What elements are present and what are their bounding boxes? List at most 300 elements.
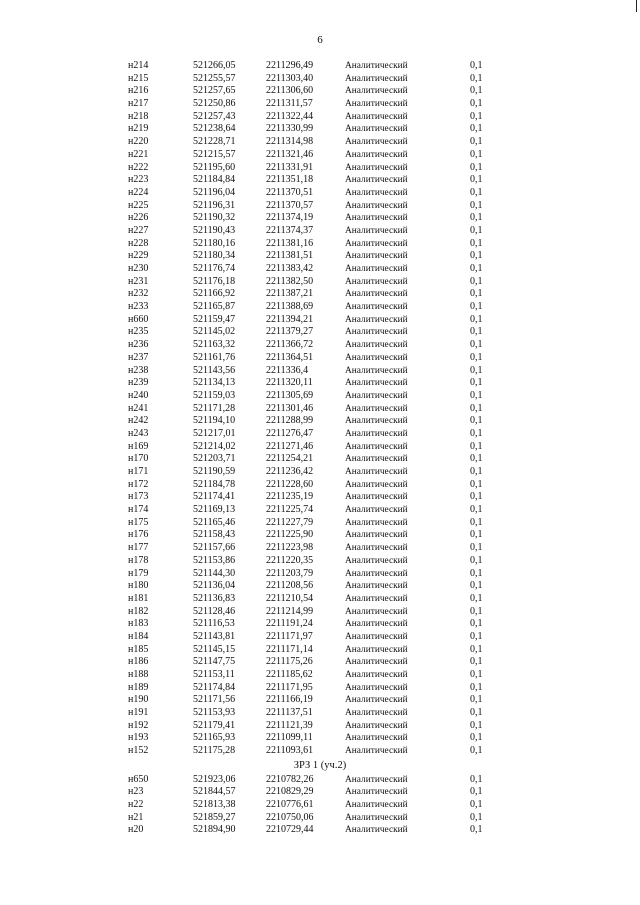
y-coordinate: 2211214,99 bbox=[266, 605, 314, 617]
point-id: н172 bbox=[128, 478, 149, 490]
accuracy: 0,1 bbox=[470, 656, 483, 668]
table-row bbox=[0, 200, 640, 213]
table-row bbox=[0, 326, 640, 339]
accuracy: 0,1 bbox=[470, 237, 483, 249]
y-coordinate: 2211314,98 bbox=[266, 136, 314, 148]
point-id: н23 bbox=[128, 786, 144, 798]
point-id: н660 bbox=[128, 313, 149, 325]
x-coordinate: 521203,71 bbox=[193, 453, 236, 465]
x-coordinate: 521196,04 bbox=[193, 186, 236, 198]
point-id: н186 bbox=[128, 656, 149, 668]
y-coordinate: 2211220,35 bbox=[266, 554, 314, 566]
accuracy: 0,1 bbox=[470, 669, 483, 680]
point-id: н176 bbox=[128, 529, 149, 541]
accuracy: 0,1 bbox=[470, 98, 483, 110]
method: Аналитический bbox=[345, 479, 408, 490]
method: Аналитический bbox=[345, 289, 408, 300]
x-coordinate: 521166,92 bbox=[193, 288, 236, 300]
accuracy: 0,1 bbox=[470, 427, 483, 439]
accuracy: 0,1 bbox=[470, 326, 483, 338]
table-row bbox=[0, 799, 640, 812]
table-row bbox=[0, 466, 640, 479]
accuracy: 0,1 bbox=[470, 478, 483, 490]
y-coordinate: 2211383,42 bbox=[266, 263, 314, 274]
x-coordinate: 521813,38 bbox=[193, 798, 236, 810]
accuracy: 0,1 bbox=[470, 161, 483, 173]
method: Аналитический bbox=[345, 187, 408, 198]
method: Аналитический bbox=[345, 200, 408, 211]
y-coordinate: 2211236,42 bbox=[266, 466, 314, 477]
point-id: н181 bbox=[128, 592, 149, 604]
y-coordinate: 2211171,95 bbox=[266, 681, 313, 693]
table-row bbox=[0, 491, 640, 504]
y-coordinate: 2211320,11 bbox=[266, 377, 313, 389]
y-coordinate: 2211303,40 bbox=[266, 72, 314, 84]
x-coordinate: 521257,43 bbox=[193, 110, 236, 122]
table-row bbox=[0, 365, 640, 378]
method: Аналитический bbox=[345, 225, 408, 236]
x-coordinate: 521165,93 bbox=[193, 732, 236, 744]
x-coordinate: 521266,05 bbox=[193, 60, 236, 71]
point-id: н221 bbox=[128, 148, 149, 160]
accuracy: 0,1 bbox=[470, 85, 483, 97]
point-id: н191 bbox=[128, 707, 149, 719]
point-id: н177 bbox=[128, 542, 149, 554]
point-id: н189 bbox=[128, 681, 149, 693]
x-coordinate: 521165,87 bbox=[193, 301, 236, 313]
point-id: н192 bbox=[128, 719, 149, 731]
method: Аналитический bbox=[345, 568, 408, 579]
table-row bbox=[0, 745, 640, 758]
table-row bbox=[0, 301, 640, 314]
coordinates-table-section-2 bbox=[0, 774, 640, 837]
accuracy: 0,1 bbox=[470, 263, 483, 274]
x-coordinate: 521145,15 bbox=[193, 643, 236, 655]
y-coordinate: 2210829,29 bbox=[266, 786, 314, 798]
point-id: н214 bbox=[128, 60, 149, 71]
y-coordinate: 2211208,56 bbox=[266, 580, 314, 592]
point-id: н236 bbox=[128, 339, 149, 351]
table-row bbox=[0, 136, 640, 149]
table-row bbox=[0, 618, 640, 631]
y-coordinate: 2211227,79 bbox=[266, 516, 314, 528]
x-coordinate: 521859,27 bbox=[193, 811, 236, 823]
table-row bbox=[0, 352, 640, 365]
table-row bbox=[0, 631, 640, 644]
method: Аналитический bbox=[345, 492, 408, 503]
table-row bbox=[0, 644, 640, 657]
table-row bbox=[0, 403, 640, 416]
point-id: н242 bbox=[128, 415, 149, 427]
method: Аналитический bbox=[345, 517, 408, 528]
x-coordinate: 521161,76 bbox=[193, 351, 236, 363]
accuracy: 0,1 bbox=[470, 630, 483, 642]
y-coordinate: 2211381,16 bbox=[266, 237, 314, 249]
method: Аналитический bbox=[345, 124, 408, 135]
x-coordinate: 521180,34 bbox=[193, 250, 236, 262]
method: Аналитический bbox=[345, 403, 408, 414]
table-row bbox=[0, 149, 640, 162]
table-row bbox=[0, 238, 640, 251]
table-row bbox=[0, 263, 640, 276]
y-coordinate: 2211374,37 bbox=[266, 224, 314, 236]
table-row bbox=[0, 824, 640, 837]
accuracy: 0,1 bbox=[470, 288, 483, 300]
accuracy: 0,1 bbox=[470, 186, 483, 198]
table-row bbox=[0, 377, 640, 390]
table-row bbox=[0, 174, 640, 187]
method: Аналитический bbox=[345, 327, 408, 338]
y-coordinate: 2211223,98 bbox=[266, 542, 314, 554]
y-coordinate: 2211210,54 bbox=[266, 592, 314, 604]
table-row bbox=[0, 225, 640, 238]
method: Аналитический bbox=[345, 111, 408, 122]
method: Аналитический bbox=[345, 593, 408, 604]
y-coordinate: 2211366,72 bbox=[266, 339, 314, 351]
accuracy: 0,1 bbox=[470, 313, 483, 325]
x-coordinate: 521176,74 bbox=[193, 263, 236, 274]
accuracy: 0,1 bbox=[470, 719, 483, 731]
point-id: н218 bbox=[128, 110, 149, 122]
table-row bbox=[0, 479, 640, 492]
method: Аналитический bbox=[345, 505, 408, 516]
point-id: н171 bbox=[128, 466, 149, 477]
point-id: н231 bbox=[128, 275, 149, 287]
point-id: н230 bbox=[128, 263, 149, 274]
method: Аналитический bbox=[345, 162, 408, 173]
x-coordinate: 521153,86 bbox=[193, 554, 236, 566]
point-id: н170 bbox=[128, 453, 149, 465]
method: Аналитический bbox=[345, 340, 408, 351]
method: Аналитический bbox=[345, 365, 408, 376]
x-coordinate: 521184,78 bbox=[193, 478, 236, 490]
method: Аналитический bbox=[345, 378, 408, 389]
method: Аналитический bbox=[345, 86, 408, 97]
x-coordinate: 521136,83 bbox=[193, 592, 236, 604]
x-coordinate: 521214,02 bbox=[193, 440, 236, 452]
y-coordinate: 2211331,91 bbox=[266, 161, 314, 173]
method: Аналитический bbox=[345, 416, 408, 427]
x-coordinate: 521174,84 bbox=[193, 681, 236, 693]
method: Аналитический bbox=[345, 314, 408, 325]
accuracy: 0,1 bbox=[470, 377, 483, 389]
point-id: н21 bbox=[128, 811, 144, 823]
x-coordinate: 521159,03 bbox=[193, 389, 236, 401]
table-row bbox=[0, 682, 640, 695]
table-row bbox=[0, 390, 640, 403]
accuracy: 0,1 bbox=[470, 72, 483, 84]
point-id: н235 bbox=[128, 326, 149, 338]
accuracy: 0,1 bbox=[470, 148, 483, 160]
x-coordinate: 521136,04 bbox=[193, 580, 236, 592]
point-id: н185 bbox=[128, 643, 149, 655]
method: Аналитический bbox=[345, 276, 408, 287]
y-coordinate: 2211370,57 bbox=[266, 199, 314, 211]
point-id: н217 bbox=[128, 98, 149, 110]
x-coordinate: 521153,11 bbox=[193, 669, 235, 680]
method: Аналитический bbox=[345, 264, 408, 274]
x-coordinate: 521128,46 bbox=[193, 605, 236, 617]
table-row bbox=[0, 111, 640, 124]
method: Аналитический bbox=[345, 441, 408, 452]
table-row bbox=[0, 123, 640, 136]
x-coordinate: 521134,13 bbox=[193, 377, 236, 389]
y-coordinate: 2211203,79 bbox=[266, 567, 314, 579]
point-id: н241 bbox=[128, 402, 149, 414]
y-coordinate: 2211321,46 bbox=[266, 148, 314, 160]
table-row bbox=[0, 73, 640, 86]
point-id: н22 bbox=[128, 798, 144, 810]
point-id: н650 bbox=[128, 773, 149, 785]
y-coordinate: 2211364,51 bbox=[266, 351, 314, 363]
accuracy: 0,1 bbox=[470, 786, 483, 798]
y-coordinate: 2211322,44 bbox=[266, 110, 314, 122]
point-id: н237 bbox=[128, 351, 149, 363]
point-id: н225 bbox=[128, 199, 149, 211]
point-id: н226 bbox=[128, 212, 149, 224]
point-id: н184 bbox=[128, 630, 149, 642]
x-coordinate: 521844,57 bbox=[193, 786, 236, 798]
point-id: н175 bbox=[128, 516, 149, 528]
accuracy: 0,1 bbox=[470, 554, 483, 566]
table-row bbox=[0, 580, 640, 593]
accuracy: 0,1 bbox=[470, 415, 483, 427]
y-coordinate: 2211379,27 bbox=[266, 326, 314, 338]
accuracy: 0,1 bbox=[470, 364, 483, 376]
y-coordinate: 2211382,50 bbox=[266, 275, 314, 287]
y-coordinate: 2211185,62 bbox=[266, 669, 313, 680]
accuracy: 0,1 bbox=[470, 618, 483, 630]
y-coordinate: 2211171,14 bbox=[266, 643, 313, 655]
accuracy: 0,1 bbox=[470, 389, 483, 401]
table-row bbox=[0, 60, 640, 73]
point-id: н223 bbox=[128, 174, 149, 186]
y-coordinate: 2211276,47 bbox=[266, 427, 314, 439]
table-row bbox=[0, 774, 640, 787]
point-id: н178 bbox=[128, 554, 149, 566]
x-coordinate: 521165,46 bbox=[193, 516, 236, 528]
page-number: 6 bbox=[317, 34, 323, 46]
method: Аналитический bbox=[345, 708, 408, 719]
y-coordinate: 2211228,60 bbox=[266, 478, 314, 490]
accuracy: 0,1 bbox=[470, 174, 483, 186]
table-row bbox=[0, 98, 640, 111]
table-row bbox=[0, 428, 640, 441]
table-row bbox=[0, 162, 640, 175]
method: Аналитический bbox=[345, 73, 408, 84]
section-heading: ЗРЗ 1 (уч.2) bbox=[293, 759, 347, 771]
y-coordinate: 2211166,19 bbox=[266, 694, 313, 706]
table-row bbox=[0, 720, 640, 733]
table-row bbox=[0, 542, 640, 555]
method: Аналитический bbox=[345, 175, 408, 186]
x-coordinate: 521158,43 bbox=[193, 529, 236, 541]
y-coordinate: 2211271,46 bbox=[266, 440, 314, 452]
y-coordinate: 2210782,26 bbox=[266, 773, 314, 785]
accuracy: 0,1 bbox=[470, 542, 483, 554]
y-coordinate: 2211370,51 bbox=[266, 186, 314, 198]
y-coordinate: 2211305,69 bbox=[266, 389, 314, 401]
method: Аналитический bbox=[345, 825, 408, 836]
x-coordinate: 521190,43 bbox=[193, 224, 236, 236]
x-coordinate: 521923,06 bbox=[193, 773, 236, 785]
method: Аналитический bbox=[345, 530, 408, 541]
table-row bbox=[0, 786, 640, 799]
method: Аналитический bbox=[345, 581, 408, 592]
accuracy: 0,1 bbox=[470, 275, 483, 287]
point-id: н188 bbox=[128, 669, 149, 680]
y-coordinate: 2211121,39 bbox=[266, 719, 313, 731]
accuracy: 0,1 bbox=[470, 491, 483, 503]
y-coordinate: 2211351,18 bbox=[266, 174, 314, 186]
point-id: н222 bbox=[128, 161, 149, 173]
point-id: н243 bbox=[128, 427, 149, 439]
accuracy: 0,1 bbox=[470, 212, 483, 224]
method: Аналитический bbox=[345, 606, 408, 617]
method: Аналитический bbox=[345, 251, 408, 262]
method: Аналитический bbox=[345, 149, 408, 160]
method: Аналитический bbox=[345, 733, 408, 744]
y-coordinate: 2211099,11 bbox=[266, 732, 313, 744]
x-coordinate: 521257,65 bbox=[193, 85, 236, 97]
accuracy: 0,1 bbox=[470, 440, 483, 452]
point-id: н239 bbox=[128, 377, 149, 389]
method: Аналитический bbox=[345, 543, 408, 554]
accuracy: 0,1 bbox=[470, 605, 483, 617]
point-id: н183 bbox=[128, 618, 149, 630]
table-row bbox=[0, 250, 640, 263]
point-id: н193 bbox=[128, 732, 149, 744]
point-id: н227 bbox=[128, 224, 149, 236]
table-row bbox=[0, 694, 640, 707]
x-coordinate: 521174,41 bbox=[193, 491, 236, 503]
y-coordinate: 2211388,69 bbox=[266, 301, 314, 313]
x-coordinate: 521144,30 bbox=[193, 567, 236, 579]
x-coordinate: 521159,47 bbox=[193, 313, 236, 325]
x-coordinate: 521143,56 bbox=[193, 364, 236, 376]
table-row bbox=[0, 732, 640, 745]
accuracy: 0,1 bbox=[470, 567, 483, 579]
x-coordinate: 521171,56 bbox=[193, 694, 236, 706]
method: Аналитический bbox=[345, 467, 408, 477]
method: Аналитический bbox=[345, 720, 408, 731]
x-coordinate: 521190,32 bbox=[193, 212, 236, 224]
accuracy: 0,1 bbox=[470, 504, 483, 516]
x-coordinate: 521145,02 bbox=[193, 326, 236, 338]
table-row bbox=[0, 339, 640, 352]
point-id: н215 bbox=[128, 72, 149, 84]
y-coordinate: 2211093,61 bbox=[266, 745, 314, 757]
method: Аналитический bbox=[345, 787, 408, 798]
x-coordinate: 521143,81 bbox=[193, 630, 236, 642]
table-row bbox=[0, 593, 640, 606]
accuracy: 0,1 bbox=[470, 707, 483, 719]
table-row bbox=[0, 517, 640, 530]
accuracy: 0,1 bbox=[470, 824, 483, 836]
x-coordinate: 521255,57 bbox=[193, 72, 236, 84]
accuracy: 0,1 bbox=[470, 123, 483, 135]
accuracy: 0,1 bbox=[470, 339, 483, 351]
y-coordinate: 2211306,60 bbox=[266, 85, 314, 97]
x-coordinate: 521894,90 bbox=[193, 824, 236, 836]
method: Аналитический bbox=[345, 238, 408, 249]
point-id: н174 bbox=[128, 504, 149, 516]
x-coordinate: 521217,01 bbox=[193, 427, 236, 439]
x-coordinate: 521171,28 bbox=[193, 402, 236, 414]
method: Аналитический bbox=[345, 302, 408, 313]
point-id: н233 bbox=[128, 301, 149, 313]
point-id: н169 bbox=[128, 440, 149, 452]
accuracy: 0,1 bbox=[470, 643, 483, 655]
x-coordinate: 521194,10 bbox=[193, 415, 236, 427]
x-coordinate: 521116,53 bbox=[193, 618, 235, 630]
table-row bbox=[0, 555, 640, 568]
point-id: н220 bbox=[128, 136, 149, 148]
accuracy: 0,1 bbox=[470, 529, 483, 541]
x-coordinate: 521196,31 bbox=[193, 199, 236, 211]
x-coordinate: 521147,75 bbox=[193, 656, 236, 668]
point-id: н179 bbox=[128, 567, 149, 579]
method: Аналитический bbox=[345, 631, 408, 642]
point-id: н219 bbox=[128, 123, 149, 135]
accuracy: 0,1 bbox=[470, 60, 483, 71]
table-row bbox=[0, 276, 640, 289]
table-row bbox=[0, 441, 640, 454]
point-id: н229 bbox=[128, 250, 149, 262]
y-coordinate: 2211387,21 bbox=[266, 288, 314, 300]
y-coordinate: 2211374,19 bbox=[266, 212, 314, 224]
accuracy: 0,1 bbox=[470, 110, 483, 122]
table-row bbox=[0, 85, 640, 98]
x-coordinate: 521190,59 bbox=[193, 466, 236, 477]
method: Аналитический bbox=[345, 619, 408, 630]
y-coordinate: 2211225,74 bbox=[266, 504, 314, 516]
table-row bbox=[0, 568, 640, 581]
accuracy: 0,1 bbox=[470, 592, 483, 604]
table-row bbox=[0, 707, 640, 720]
point-id: н216 bbox=[128, 85, 149, 97]
point-id: н228 bbox=[128, 237, 149, 249]
method: Аналитический bbox=[345, 555, 408, 566]
table-row bbox=[0, 187, 640, 200]
method: Аналитический bbox=[345, 799, 408, 810]
point-id: н240 bbox=[128, 389, 149, 401]
method: Аналитический bbox=[345, 812, 408, 823]
x-coordinate: 521157,66 bbox=[193, 542, 236, 554]
method: Аналитический bbox=[345, 670, 408, 680]
method: Аналитический bbox=[345, 61, 408, 71]
x-coordinate: 521228,71 bbox=[193, 136, 236, 148]
point-id: н224 bbox=[128, 186, 149, 198]
y-coordinate: 2211191,24 bbox=[266, 618, 313, 630]
method: Аналитический bbox=[345, 657, 408, 668]
accuracy: 0,1 bbox=[470, 681, 483, 693]
coordinates-table bbox=[0, 60, 640, 758]
y-coordinate: 2211330,99 bbox=[266, 123, 314, 135]
method: Аналитический bbox=[345, 137, 408, 148]
y-coordinate: 2211288,99 bbox=[266, 415, 314, 427]
x-coordinate: 521153,93 bbox=[193, 707, 236, 719]
accuracy: 0,1 bbox=[470, 773, 483, 785]
accuracy: 0,1 bbox=[470, 301, 483, 313]
accuracy: 0,1 bbox=[470, 732, 483, 744]
y-coordinate: 2211301,46 bbox=[266, 402, 314, 414]
y-coordinate: 2211311,57 bbox=[266, 98, 313, 110]
accuracy: 0,1 bbox=[470, 199, 483, 211]
y-coordinate: 2211235,19 bbox=[266, 491, 314, 503]
y-coordinate: 2211336,4 bbox=[266, 364, 309, 376]
table-row bbox=[0, 669, 640, 682]
